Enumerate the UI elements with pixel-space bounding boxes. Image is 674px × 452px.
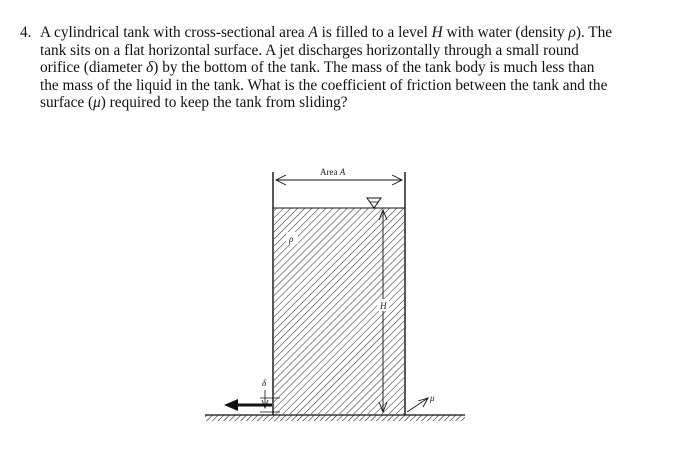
problem-text bbox=[40, 24, 660, 112]
math-symbol: A bbox=[308, 24, 318, 41]
text-run: with water (density bbox=[442, 24, 569, 41]
free-surface-marker bbox=[367, 198, 381, 208]
orifice-label: δ bbox=[262, 378, 267, 388]
problem-line bbox=[40, 59, 660, 77]
area-label: Area A bbox=[320, 167, 346, 177]
friction-arrow bbox=[407, 393, 435, 412]
math-symbol: H bbox=[431, 24, 443, 41]
area-dimension bbox=[276, 165, 402, 185]
friction-label: μ bbox=[430, 393, 435, 403]
problem-statement bbox=[20, 24, 660, 112]
ground-surface bbox=[205, 415, 465, 421]
math-symbol: δ bbox=[146, 59, 154, 77]
text-run: is filled to a level bbox=[317, 24, 432, 41]
text-run: ) by the bottom of the tank. The mass of the tank body is much less than bbox=[153, 59, 595, 77]
tank-figure bbox=[200, 150, 480, 440]
tank-diagram bbox=[200, 150, 480, 440]
text-run: orifice (diameter bbox=[40, 59, 147, 77]
text-run: ). The bbox=[575, 24, 613, 41]
math-symbol: μ bbox=[93, 94, 101, 112]
text-run: A cylindrical tank with cross-sectional area bbox=[40, 24, 309, 41]
math-symbol: ρ bbox=[568, 24, 576, 41]
text-run: surface ( bbox=[40, 94, 94, 112]
problem-line bbox=[40, 42, 660, 60]
density-label: ρ bbox=[289, 234, 294, 244]
problem-line bbox=[40, 94, 660, 112]
problem-line bbox=[40, 24, 660, 42]
text-run: ) required to keep the tank from sliding? bbox=[100, 94, 348, 112]
problem-number: 4. bbox=[20, 24, 32, 41]
height-label: H bbox=[380, 301, 387, 311]
text-run: tank sits on a flat horizontal surface. A jet discharges horizontally through a small round bbox=[40, 41, 579, 59]
text-run: the mass of the liquid in the tank. What is the coefficient of friction between the tank and the bbox=[40, 76, 608, 94]
problem-line bbox=[40, 77, 660, 95]
